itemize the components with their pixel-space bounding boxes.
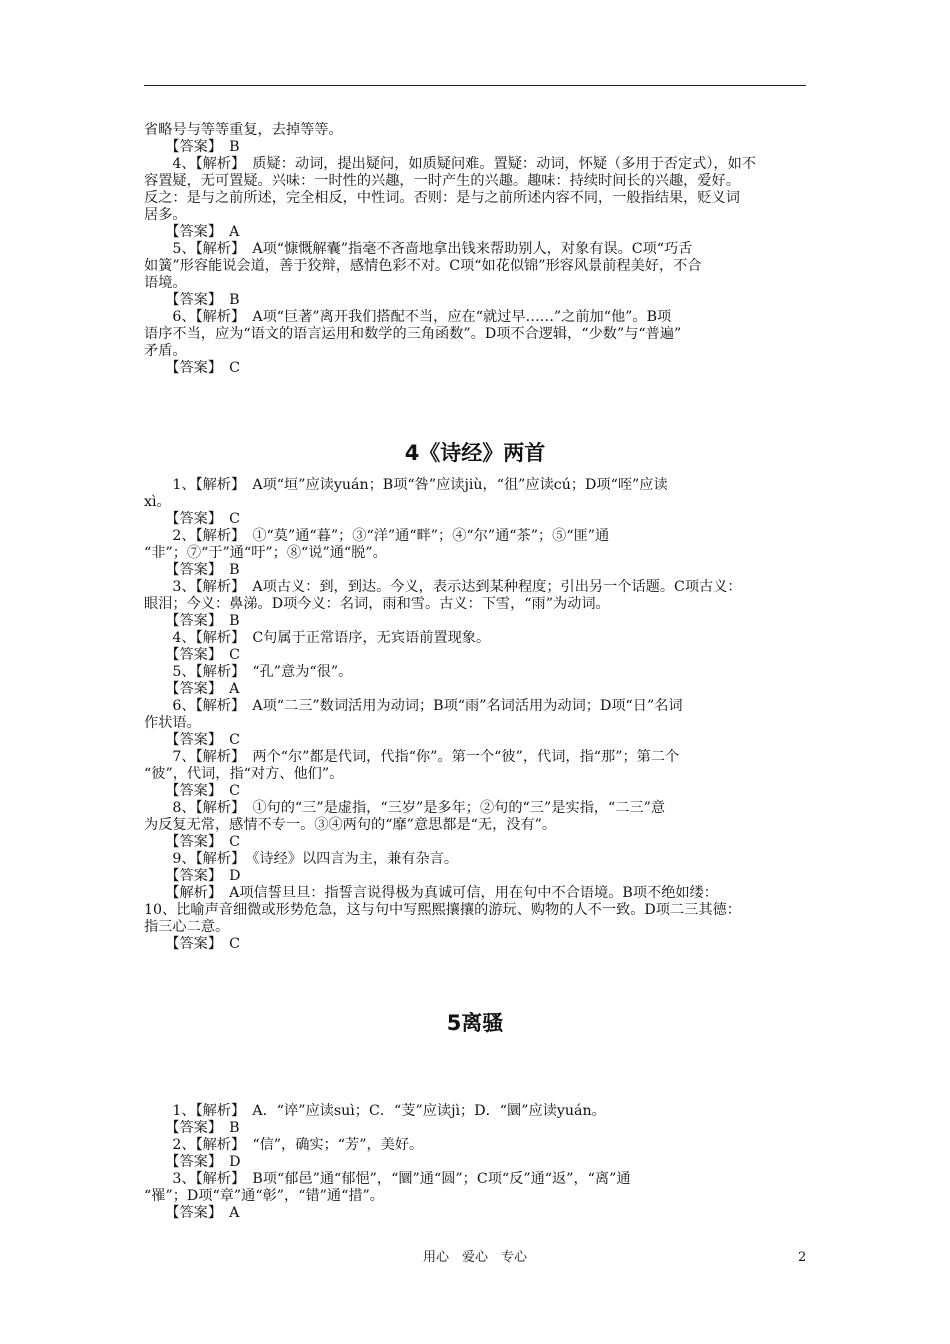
text-line: 如簧”形容能说会道，善于狡辩，感情色彩不对。C项“如花似锦”形容风景前程美好，不合 [144,258,702,274]
text-line: 反之：是与之前所述，完全相反，中性词。否则：是与之前所述内容不同，一般指结果，贬义词 [144,190,740,206]
text-line: 9、【解析】 《诗经》以四言为主，兼有杂言。 [144,851,459,867]
text-line: xì。 [144,494,171,510]
text-line: “罹”；D项“章”通“彰”，“错”通“措”。 [144,1188,384,1204]
page-number: 2 [798,1250,807,1265]
text-line: 10、比喻声音细微或形势危急，这与句中写熙熙攘攘的游玩、购物的人不一致。D项二三其德： [144,902,741,918]
text-line: 眼泪；今义：鼻涕。D项今义：名词，雨和雪。古义：下雪，“雨”为动词。 [144,596,610,612]
answer-line: 【答案】 B [144,139,240,155]
answer-line: 【答案】 B [144,613,240,629]
text-line: 4、【解析】 质疑：动词，提出疑问，如质疑问难。置疑：动词，怀疑（多用于否定式），如不 [144,156,756,172]
text-line: 6、【解析】 A项“巨著”离开我们搭配不当，应在“就过早……”之前加“他”。B项 [144,309,672,325]
text-line: “彼”，代词，指“对方、他们”。 [144,766,344,782]
answer-line: 【答案】 D [144,868,241,884]
text-line: 容置疑，无可置疑。兴味：一时性的兴趣，一时产生的兴趣。趣味：持续时间长的兴趣，爱好。 [144,173,740,189]
page-footer: 用心 爱心 专心 [422,1250,527,1265]
text-line: 8、【解析】 ①句的“三”是虚指，“三岁”是多年；②句的“三”是实指，“二三”意 [144,800,666,816]
answer-line: 【答案】 C [144,834,240,850]
answer-line: 【答案】 D [144,1154,241,1170]
text-line: “非”；⑦“于”通“吁”；⑧“说”通“脱”。 [144,545,387,561]
text-line: 6、【解析】 A项“二三”数词活用为动词；B项“雨”名词活用为动词；D项“日”名词 [144,698,683,714]
section-heading: 5离骚 [446,1011,504,1035]
text-line: 语境。 [144,275,187,291]
text-line: 作状语。 [144,715,201,731]
text-line: 2、【解析】 ①“莫”通“暮”；③“洋”通“畔”；④“尔”通“茶”；⑤“匪”通 [144,528,610,544]
text-line: 5、【解析】 A项“慷慨解囊”指毫不吝啬地拿出钱来帮助别人，对象有误。C项“巧舌 [144,241,693,257]
text-line: 1、【解析】 A．“谇”应读suì；C．“芰”应读jì；D．“圜”应读yuán。 [144,1103,606,1119]
section-heading: 4《诗经》两首 [404,441,546,465]
text-line: 4、【解析】 C句属于正常语序，无宾语前置现象。 [144,630,491,646]
text-line: 指三心二意。 [144,919,230,935]
text-line: 矛盾。 [144,343,187,359]
answer-line: 【答案】 B [144,1120,240,1136]
text-line: 居多。 [144,207,187,223]
text-line: 5、【解析】 “孔”意为“很”。 [144,664,353,680]
answer-line: 【答案】 C [144,732,240,748]
answer-line: 【答案】 C [144,647,240,663]
answer-line: 【答案】 C [144,783,240,799]
answer-line: 【答案】 C [144,360,240,376]
text-line: 【解析】 A项信誓旦旦：指誓言说得极为真诚可信，用在句中不合语境。B项不绝如缕： [144,885,718,901]
answer-line: 【答案】 B [144,292,240,308]
answer-line: 【答案】 A [144,1205,240,1221]
answer-line: 【答案】 A [144,681,240,697]
text-line: 7、【解析】 两个“尔”都是代词，代指“你”。第一个“彼”，代词，指“那”；第二个 [144,749,680,765]
text-line: 3、【解析】 B项“郁邑”通“郁悒”，“圜”通“圆”；C项“反”通“返”，“离”通 [144,1171,631,1187]
answer-line: 【答案】 C [144,511,240,527]
answer-line: 【答案】 C [144,936,240,952]
answer-line: 【答案】 A [144,224,240,240]
text-line: 语序不当，应为“语文的语言运用和数学的三角函数”。D项不合逻辑，“少数”与“普遍” [144,326,682,342]
text-line: 2、【解析】 “信”，确实；“芳”，美好。 [144,1137,424,1153]
text-line: 1、【解析】 A项“垣”应读yuán；B项“咎”应读jiù，“徂”应读cú；D项“咥”应读 [144,477,668,493]
text-line: 3、【解析】 A项古义：到，到达。今义，表示达到某种程度；引出另一个话题。C项古义： [144,579,742,595]
text-line: 省略号与等等重复，去掉等等。 [144,122,343,138]
text-line: 为反复无常，感情不专一。③④两句的“靡”意思都是“无，没有”。 [144,817,557,833]
answer-line: 【答案】 B [144,562,240,578]
